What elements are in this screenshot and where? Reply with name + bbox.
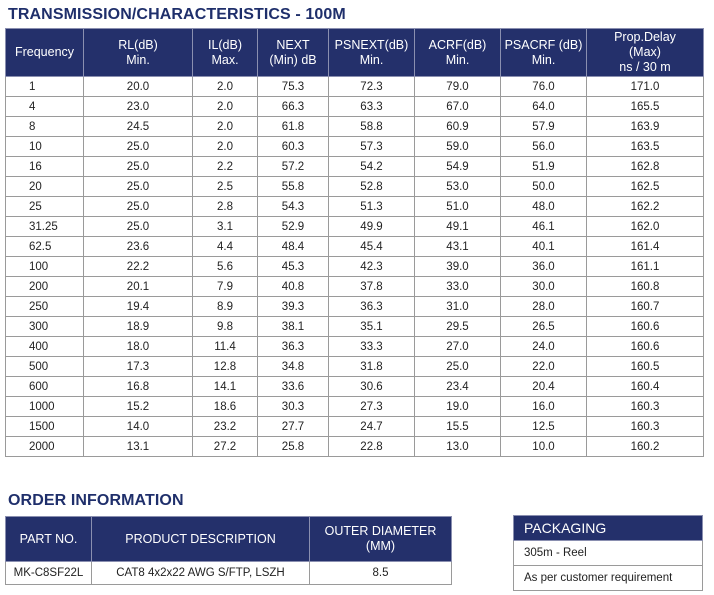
spec-header-cell xyxy=(329,29,415,77)
table-cell: 23.2 xyxy=(193,417,258,437)
table-row xyxy=(6,257,704,277)
table-cell: 10.0 xyxy=(501,437,587,457)
table-cell: 23.4 xyxy=(415,377,501,397)
order-information-table xyxy=(5,516,452,585)
table-cell: 161.4 xyxy=(587,237,704,257)
table-cell: 53.0 xyxy=(415,177,501,197)
table-cell: 46.1 xyxy=(501,217,587,237)
table-cell: 25.0 xyxy=(84,177,193,197)
table-cell: 26.5 xyxy=(501,317,587,337)
table-cell: 31.25 xyxy=(6,217,84,237)
table-row xyxy=(6,77,704,97)
table-row xyxy=(6,117,704,137)
table-cell: 163.9 xyxy=(587,117,704,137)
table-cell: 51.0 xyxy=(415,197,501,217)
spec-header-text: NEXT xyxy=(276,37,310,52)
table-cell: 20.4 xyxy=(501,377,587,397)
table-cell: 48.0 xyxy=(501,197,587,217)
table-cell: 20.0 xyxy=(84,77,193,97)
table-cell: 24.5 xyxy=(84,117,193,137)
table-cell: 14.0 xyxy=(84,417,193,437)
table-cell: 36.3 xyxy=(258,337,329,357)
table-cell: 54.2 xyxy=(329,157,415,177)
table-cell: 1500 xyxy=(6,417,84,437)
table-cell: 14.1 xyxy=(193,377,258,397)
table-cell: 45.3 xyxy=(258,257,329,277)
table-row xyxy=(6,97,704,117)
table-cell: 2.0 xyxy=(193,97,258,117)
table-cell: 57.9 xyxy=(501,117,587,137)
spec-header-row xyxy=(6,29,704,77)
table-cell: 500 xyxy=(6,357,84,377)
table-cell: 25.0 xyxy=(84,137,193,157)
list-item xyxy=(514,566,703,591)
spec-header-text: (Max) xyxy=(629,45,661,59)
table-cell: 76.0 xyxy=(501,77,587,97)
table-row xyxy=(6,217,704,237)
order-header-cell xyxy=(310,517,452,562)
table-cell: 160.3 xyxy=(587,417,704,437)
order-header-row xyxy=(6,517,452,562)
spec-header-cell xyxy=(587,29,704,77)
table-cell: 39.0 xyxy=(415,257,501,277)
table-cell: 2000 xyxy=(6,437,84,457)
table-row xyxy=(6,177,704,197)
table-cell: 50.0 xyxy=(501,177,587,197)
table-cell: 79.0 xyxy=(415,77,501,97)
table-cell: 160.2 xyxy=(587,437,704,457)
table-cell: 30.0 xyxy=(501,277,587,297)
table-cell: 27.0 xyxy=(415,337,501,357)
table-cell: 15.5 xyxy=(415,417,501,437)
spec-header-text: IL(dB) xyxy=(207,37,243,52)
spec-header-text: PSNEXT(dB) xyxy=(334,37,409,52)
table-cell: 57.2 xyxy=(258,157,329,177)
table-cell: 42.3 xyxy=(329,257,415,277)
table-cell: 31.0 xyxy=(415,297,501,317)
table-cell: 160.6 xyxy=(587,337,704,357)
table-cell: 8 xyxy=(6,117,84,137)
table-cell: 250 xyxy=(6,297,84,317)
order-header-text: PRODUCT DESCRIPTION xyxy=(125,531,276,546)
table-cell: 48.4 xyxy=(258,237,329,257)
table-cell: 400 xyxy=(6,337,84,357)
spec-header-text: Min. xyxy=(445,52,470,67)
table-cell: 64.0 xyxy=(501,97,587,117)
packaging-option: 305m - Reel xyxy=(514,541,703,566)
table-cell: 51.9 xyxy=(501,157,587,177)
table-cell: 4.4 xyxy=(193,237,258,257)
table-cell: 2.8 xyxy=(193,197,258,217)
table-row xyxy=(6,317,704,337)
table-cell: 45.4 xyxy=(329,237,415,257)
table-cell: 34.8 xyxy=(258,357,329,377)
table-row xyxy=(6,377,704,397)
table-cell: 40.8 xyxy=(258,277,329,297)
table-cell: 57.3 xyxy=(329,137,415,157)
table-cell: 160.8 xyxy=(587,277,704,297)
table-cell: 51.3 xyxy=(329,197,415,217)
table-cell: 200 xyxy=(6,277,84,297)
packaging-option: As per customer requirement xyxy=(514,566,703,591)
table-cell: 52.8 xyxy=(329,177,415,197)
table-cell: 22.2 xyxy=(84,257,193,277)
table-cell: 8.9 xyxy=(193,297,258,317)
table-cell: 24.7 xyxy=(329,417,415,437)
table-cell: 2.0 xyxy=(193,137,258,157)
table-cell: 54.3 xyxy=(258,197,329,217)
table-cell: 38.1 xyxy=(258,317,329,337)
table-cell: 52.9 xyxy=(258,217,329,237)
table-cell: 5.6 xyxy=(193,257,258,277)
table-cell: 67.0 xyxy=(415,97,501,117)
table-cell: 25.8 xyxy=(258,437,329,457)
spec-section-title: TRANSMISSION/CHARACTERISTICS - 100M xyxy=(8,6,346,23)
table-cell: 33.6 xyxy=(258,377,329,397)
table-cell: 28.0 xyxy=(501,297,587,317)
table-cell: 25.0 xyxy=(84,197,193,217)
table-cell: 56.0 xyxy=(501,137,587,157)
table-cell: 300 xyxy=(6,317,84,337)
table-cell: 27.2 xyxy=(193,437,258,457)
table-cell: 18.0 xyxy=(84,337,193,357)
table-row xyxy=(6,437,704,457)
order-header-text: PART NO. xyxy=(19,531,78,546)
table-cell: 171.0 xyxy=(587,77,704,97)
table-cell: 160.5 xyxy=(587,357,704,377)
order-section-title: ORDER INFORMATION xyxy=(8,492,184,509)
order-header-cell xyxy=(6,517,92,562)
table-cell: 4 xyxy=(6,97,84,117)
spec-header-text: Min. xyxy=(531,52,556,67)
table-cell: 33.3 xyxy=(329,337,415,357)
table-cell: 22.8 xyxy=(329,437,415,457)
table-row xyxy=(6,417,704,437)
table-cell: 58.8 xyxy=(329,117,415,137)
table-cell: 36.0 xyxy=(501,257,587,277)
table-row xyxy=(6,562,452,585)
table-cell: 15.2 xyxy=(84,397,193,417)
table-cell: 49.1 xyxy=(415,217,501,237)
table-cell: 16.8 xyxy=(84,377,193,397)
table-cell: 24.0 xyxy=(501,337,587,357)
table-cell: 31.8 xyxy=(329,357,415,377)
list-item xyxy=(514,541,703,566)
table-cell: 7.9 xyxy=(193,277,258,297)
spec-header-text: Min. xyxy=(359,52,384,67)
table-cell: 11.4 xyxy=(193,337,258,357)
table-cell: 25.0 xyxy=(415,357,501,377)
table-cell: 160.6 xyxy=(587,317,704,337)
spec-header-text: Frequency xyxy=(14,45,75,59)
spec-header-text: (Min) dB xyxy=(269,52,317,67)
table-cell: 161.1 xyxy=(587,257,704,277)
table-cell: 60.9 xyxy=(415,117,501,137)
table-cell: 19.0 xyxy=(415,397,501,417)
table-cell: 163.5 xyxy=(587,137,704,157)
packaging-header: PACKAGING xyxy=(514,516,703,541)
table-cell: 20.1 xyxy=(84,277,193,297)
table-cell: 19.4 xyxy=(84,297,193,317)
table-cell: 25.0 xyxy=(84,157,193,177)
table-cell: 10 xyxy=(6,137,84,157)
table-row xyxy=(6,197,704,217)
table-cell: 162.2 xyxy=(587,197,704,217)
table-cell: 27.3 xyxy=(329,397,415,417)
table-cell: 55.8 xyxy=(258,177,329,197)
table-row xyxy=(6,157,704,177)
table-cell: 23.6 xyxy=(84,237,193,257)
table-cell: 35.1 xyxy=(329,317,415,337)
table-cell: 60.3 xyxy=(258,137,329,157)
spec-header-text: PSACRF (dB) xyxy=(504,37,583,52)
table-cell: 16.0 xyxy=(501,397,587,417)
table-cell: 66.3 xyxy=(258,97,329,117)
table-cell: 17.3 xyxy=(84,357,193,377)
table-cell: 2.0 xyxy=(193,117,258,137)
packaging-table xyxy=(513,515,703,591)
table-cell: CAT8 4x2x22 AWG S/FTP, LSZH xyxy=(92,562,310,585)
table-cell: 37.8 xyxy=(329,277,415,297)
table-cell: 75.3 xyxy=(258,77,329,97)
spec-header-cell xyxy=(84,29,193,77)
spec-header-text: RL(dB) xyxy=(118,37,158,52)
table-cell: 8.5 xyxy=(310,562,452,585)
table-cell: 22.0 xyxy=(501,357,587,377)
spec-header-cell xyxy=(193,29,258,77)
table-cell: 49.9 xyxy=(329,217,415,237)
table-cell: 36.3 xyxy=(329,297,415,317)
table-cell: 2.0 xyxy=(193,77,258,97)
table-cell: 33.0 xyxy=(415,277,501,297)
table-cell: 12.5 xyxy=(501,417,587,437)
order-header-text: OUTER DIAMETER xyxy=(324,524,437,538)
table-cell: 20 xyxy=(6,177,84,197)
order-header-cell xyxy=(92,517,310,562)
table-cell: 54.9 xyxy=(415,157,501,177)
spec-header-text: ACRF(dB) xyxy=(428,37,487,52)
order-header-text: (MM) xyxy=(365,539,396,553)
table-cell: 162.5 xyxy=(587,177,704,197)
transmission-characteristics-table xyxy=(5,28,704,457)
table-cell: 30.6 xyxy=(329,377,415,397)
table-cell: 27.7 xyxy=(258,417,329,437)
table-cell: 100 xyxy=(6,257,84,277)
table-row xyxy=(6,337,704,357)
table-cell: 18.6 xyxy=(193,397,258,417)
spec-header-cell xyxy=(6,29,84,77)
table-cell: 30.3 xyxy=(258,397,329,417)
table-cell: 160.3 xyxy=(587,397,704,417)
table-cell: 160.4 xyxy=(587,377,704,397)
table-cell: 25 xyxy=(6,197,84,217)
table-cell: 63.3 xyxy=(329,97,415,117)
table-cell: 43.1 xyxy=(415,237,501,257)
spec-header-cell xyxy=(258,29,329,77)
table-cell: 2.2 xyxy=(193,157,258,177)
table-cell: 16 xyxy=(6,157,84,177)
table-cell: 1000 xyxy=(6,397,84,417)
table-row xyxy=(6,297,704,317)
table-cell: 600 xyxy=(6,377,84,397)
table-cell: MK-C8SF22L xyxy=(6,562,92,585)
table-cell: 29.5 xyxy=(415,317,501,337)
table-cell: 39.3 xyxy=(258,297,329,317)
table-cell: 40.1 xyxy=(501,237,587,257)
spec-header-text: Prop.Delay xyxy=(614,30,676,44)
table-cell: 23.0 xyxy=(84,97,193,117)
table-cell: 162.0 xyxy=(587,217,704,237)
table-row xyxy=(6,357,704,377)
table-cell: 59.0 xyxy=(415,137,501,157)
spec-header-cell xyxy=(415,29,501,77)
table-cell: 13.1 xyxy=(84,437,193,457)
spec-header-text: ns / 30 m xyxy=(619,60,671,74)
table-row xyxy=(6,277,704,297)
spec-header-text: Min. xyxy=(126,52,150,67)
table-row xyxy=(6,397,704,417)
table-row xyxy=(6,237,704,257)
table-cell: 2.5 xyxy=(193,177,258,197)
table-cell: 165.5 xyxy=(587,97,704,117)
table-cell: 160.7 xyxy=(587,297,704,317)
table-cell: 1 xyxy=(6,77,84,97)
table-cell: 9.8 xyxy=(193,317,258,337)
spec-header-text: Max. xyxy=(211,52,239,67)
table-cell: 25.0 xyxy=(84,217,193,237)
table-cell: 62.5 xyxy=(6,237,84,257)
table-cell: 18.9 xyxy=(84,317,193,337)
table-cell: 12.8 xyxy=(193,357,258,377)
table-cell: 13.0 xyxy=(415,437,501,457)
table-cell: 61.8 xyxy=(258,117,329,137)
spec-header-cell xyxy=(501,29,587,77)
table-row xyxy=(6,137,704,157)
table-cell: 3.1 xyxy=(193,217,258,237)
table-cell: 162.8 xyxy=(587,157,704,177)
table-cell: 72.3 xyxy=(329,77,415,97)
